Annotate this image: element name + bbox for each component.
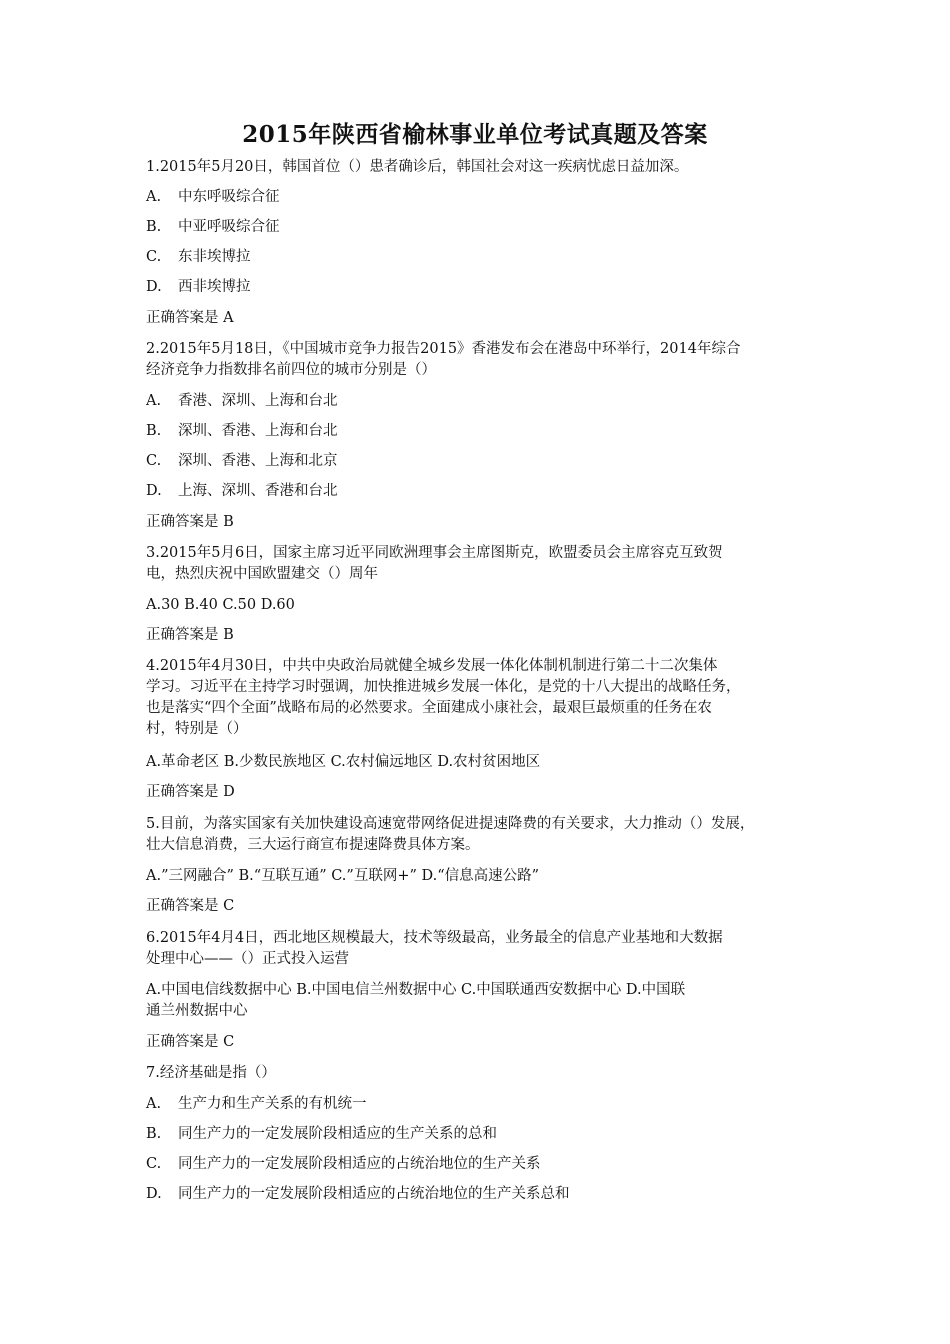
option-letter: B. <box>146 1126 162 1142</box>
line-text: 中亚呼吸综合征 <box>178 219 280 235</box>
question-text <box>146 1063 826 1083</box>
answer-option <box>146 1094 826 1114</box>
line-text: 正确答案是 B <box>146 514 234 530</box>
option-letter: A. <box>146 1096 162 1112</box>
question-text <box>146 698 826 718</box>
answer-option <box>146 247 826 267</box>
line-text: 正确答案是 D <box>146 784 235 800</box>
line-text: 深圳、香港、上海和北京 <box>178 453 338 469</box>
answer-line <box>146 512 826 532</box>
line-text: 通兰州数据中心 <box>146 1003 248 1019</box>
answer-line <box>146 308 826 328</box>
question-text <box>146 928 826 948</box>
line-text: 上海、深圳、香港和台北 <box>178 483 338 499</box>
option-letter: B. <box>146 423 162 439</box>
question-text <box>146 595 826 615</box>
question-text <box>146 339 826 359</box>
question-text <box>146 814 826 834</box>
answer-option <box>146 1124 826 1144</box>
line-text: 同生产力的一定发展阶段相适应的占统治地位的生产关系总和 <box>178 1186 570 1202</box>
option-letter: C. <box>146 249 162 265</box>
question-text <box>146 564 826 584</box>
answer-option <box>146 217 826 237</box>
answer-option <box>146 277 826 297</box>
option-letter: A. <box>146 393 162 409</box>
line-text: 中东呼吸综合征 <box>178 189 280 205</box>
line-text: 正确答案是 B <box>146 627 234 643</box>
line-text: 正确答案是 A <box>146 310 234 326</box>
line-text: 7.经济基础是指（） <box>146 1065 276 1081</box>
question-text <box>146 980 826 1000</box>
line-text: 西非埃博拉 <box>178 279 251 295</box>
line-text: 3.2015年5月6日，国家主席习近平同欧洲理事会主席图斯克，欧盟委员会主席容克互致贺 <box>146 545 723 561</box>
answer-option <box>146 421 826 441</box>
line-text: 村，特别是（） <box>146 721 248 737</box>
option-letter: C. <box>146 1156 162 1172</box>
line-text: 香港、深圳、上海和台北 <box>178 393 338 409</box>
question-text <box>146 656 826 676</box>
answer-option <box>146 187 826 207</box>
answer-line <box>146 1032 826 1052</box>
line-text: 同生产力的一定发展阶段相适应的生产关系的总和 <box>178 1126 497 1142</box>
line-text: 1.2015年5月20日，韩国首位（）患者确诊后，韩国社会对这一疾病忧虑日益加深。 <box>146 159 689 175</box>
line-text: 6.2015年4月4日，西北地区规模最大，技术等级最高，业务最全的信息产业基地和大数据 <box>146 930 723 946</box>
line-text: A.”三网融合” B.“互联互通” C.”互联网+” D.“信息高速公路” <box>146 868 540 884</box>
line-text: 东非埃博拉 <box>178 249 251 265</box>
line-text: 同生产力的一定发展阶段相适应的占统治地位的生产关系 <box>178 1156 541 1172</box>
question-text <box>146 866 826 886</box>
line-text: 正确答案是 C <box>146 898 235 914</box>
answer-option <box>146 1184 826 1204</box>
line-text: 正确答案是 C <box>146 1034 235 1050</box>
line-text: 壮大信息消费，三大运行商宣布提速降费具体方案。 <box>146 837 480 853</box>
line-text: 5.目前，为落实国家有关加快建设高速宽带网络促进提速降费的有关要求，大力推动（）发展， <box>146 816 755 832</box>
line-text: 深圳、香港、上海和台北 <box>178 423 338 439</box>
question-text <box>146 157 826 177</box>
line-text: 2.2015年5月18日，《中国城市竞争力报告2015》香港发布会在港岛中环举行，2014年综合 <box>146 341 741 357</box>
line-text: 也是落实“四个全面”战略布局的必然要求。全面建成小康社会，最艰巨最烦重的任务在农 <box>146 700 712 716</box>
line-text: 处理中心——（）正式投入运营 <box>146 951 349 967</box>
answer-option <box>146 1154 826 1174</box>
line-text: 电，热烈庆祝中国欧盟建交（）周年 <box>146 566 378 582</box>
question-text <box>146 719 826 739</box>
line-text: A.30 B.40 C.50 D.60 <box>146 597 295 613</box>
line-text: A.革命老区 B.少数民族地区 C.农村偏远地区 D.农村贫困地区 <box>146 754 541 770</box>
answer-line <box>146 782 826 802</box>
line-text: 生产力和生产关系的有机统一 <box>178 1096 367 1112</box>
option-letter: C. <box>146 453 162 469</box>
option-letter: D. <box>146 279 162 295</box>
answer-line <box>146 896 826 916</box>
question-text <box>146 752 826 772</box>
question-text <box>146 949 826 969</box>
page-title: 2015年陕西省榆林事业单位考试真题及答案 <box>242 121 708 148</box>
line-text: A.中国电信线数据中心 B.中国电信兰州数据中心 C.中国联通西安数据中心 D.中国联 <box>146 982 686 998</box>
question-text <box>146 360 826 380</box>
line-text: 4.2015年4月30日，中共中央政治局就健全城乡发展一体化体制机制进行第二十二次集体 <box>146 658 718 674</box>
option-letter: D. <box>146 483 162 499</box>
line-text: 经济竞争力指数排名前四位的城市分别是（） <box>146 362 436 378</box>
question-text <box>146 543 826 563</box>
line-text: 学习。习近平在主持学习时强调，加快推进城乡发展一体化，是党的十八大提出的战略任务， <box>146 679 741 695</box>
option-letter: A. <box>146 189 162 205</box>
answer-option <box>146 451 826 471</box>
answer-line <box>146 625 826 645</box>
answer-option <box>146 391 826 411</box>
answer-option <box>146 481 826 501</box>
question-text <box>146 835 826 855</box>
question-text <box>146 1001 826 1021</box>
option-letter: D. <box>146 1186 162 1202</box>
question-text <box>146 677 826 697</box>
option-letter: B. <box>146 219 162 235</box>
